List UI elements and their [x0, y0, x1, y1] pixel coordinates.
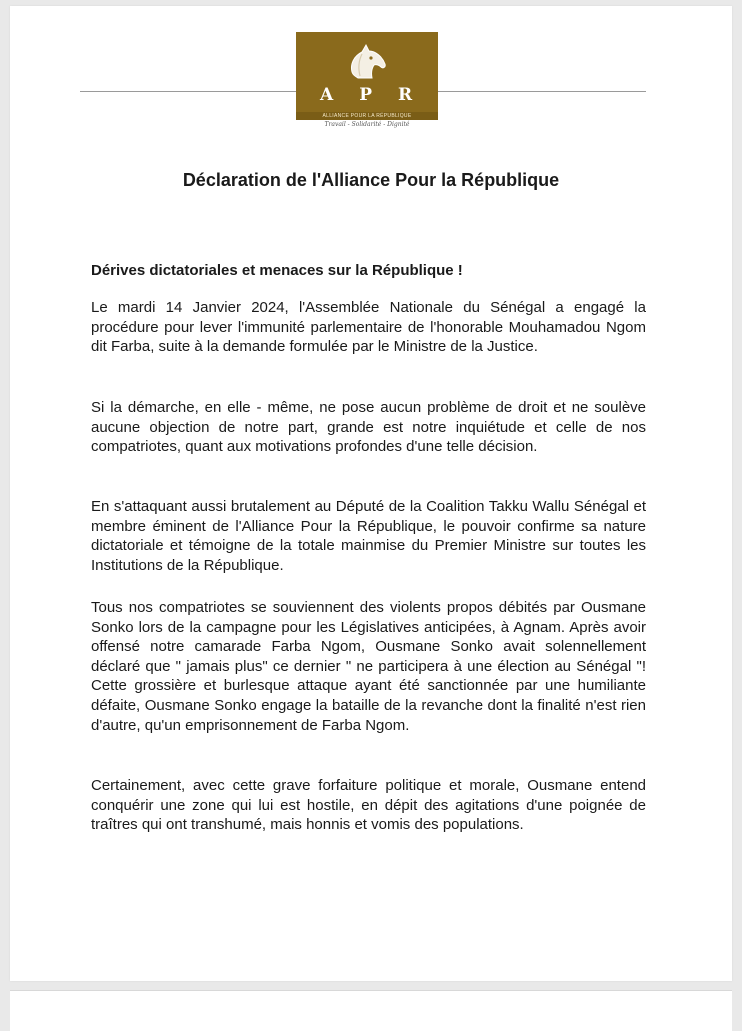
logo-band-text: ALLIANCE POUR LA RÉPUBLIQUE: [296, 112, 438, 120]
document-title: Déclaration de l'Alliance Pour la République: [182, 170, 560, 190]
next-page-edge: [10, 990, 732, 1031]
paragraph-4: Tous nos compatriotes se souviennent des violents propos débités par Ousmane Sonko lors de la campagne pour les Législatives anticipées, à Agnam. Après avoir offensé notre camarade Farba Ngom, Ousmane Sonko avait solennellement déclaré que " jamais plus" ce dernier " ne participera à une élection au Sénégal "! Cette grossière et burlesque attaque ayant été sanctionnée par une humiliante défaite, Ousmane Sonko engage la bataille de la revanche dont la finalité n'est rien d'autre, qu'un emprisonnement de Farba Ngom.: [91, 599, 646, 734]
apr-logo: [296, 32, 438, 130]
logo-motto: Travail - Solidarité - Dignité: [324, 121, 410, 128]
paragraph-5: Certainement, avec cette grave forfaiture politique et morale, Ousmane entend conquérir une zone qui lui est hostile, en dépit des agitations d'une poignée de traîtres qui ont transhumé, mais honnis et vomis des populations.: [91, 777, 646, 834]
paragraph-3: En s'attaquant aussi brutalement au Député de la Coalition Takku Wallu Sénégal et membre éminent de l'Alliance Pour la République, le pouvoir confirme sa nature dictatoriale et témoigne de la totale mainmise du Premier Ministre sur toutes les Institutions de la République.: [91, 498, 646, 574]
logo-letters: APR: [320, 85, 439, 105]
paragraph-1: Le mardi 14 Janvier 2024, l'Assemblée Nationale du Sénégal a engagé la procédure pour lever l'immunité parlementaire de l'honorable Mouhamadou Ngom dit Farba, suite à la demande formulée par le Ministre de la Justice.: [91, 299, 646, 356]
horse-head-icon: [344, 42, 390, 82]
paragraph-2: Si la démarche, en elle - même, ne pose aucun problème de droit et ne soulève aucune objection de notre part, grande est notre inquiétude et celle de nos compatriotes, quant aux motivations profondes d'une telle décision.: [91, 399, 646, 456]
document-subtitle: Dérives dictatoriales et menaces sur la République !: [91, 262, 463, 279]
